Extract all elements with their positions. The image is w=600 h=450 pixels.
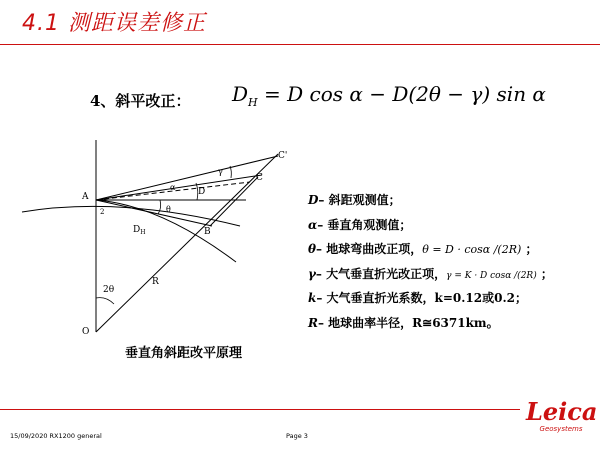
label-a: A: [82, 192, 89, 202]
leica-logo: [526, 397, 598, 433]
logo-brand: Leica: [526, 397, 598, 426]
footer-page: Page 3: [286, 432, 308, 440]
label-alpha: α: [170, 183, 176, 192]
legend-row: γ– 大气垂直折光改正项，γ = K · D cosα /(2R) ；: [308, 266, 553, 281]
legend-row: k– 大气垂直折光系数，k=0.12或0.2；: [308, 291, 527, 305]
label-gamma: γ: [218, 167, 223, 176]
label-cprime: C': [278, 151, 288, 161]
theta-arc: [158, 200, 161, 214]
footer-divider: [0, 409, 520, 410]
diagram-caption: 垂直角斜距改平原理: [125, 346, 243, 361]
page-title: 4.1 测距误差修正: [22, 11, 206, 36]
label-c: C: [256, 173, 263, 183]
label-r: R: [152, 277, 159, 287]
label-two-theta: 2θ: [103, 285, 115, 295]
label-o: O: [82, 327, 90, 337]
label-theta: θ: [166, 205, 171, 214]
section-heading: 4、斜平改正：: [90, 92, 191, 110]
label-b: B: [204, 227, 211, 237]
formula-lhs-sub: H: [248, 96, 258, 109]
legend-row: D– 斜距观测值；: [308, 193, 401, 207]
two-theta-arc: [96, 298, 114, 304]
legend-row: α– 垂直角观测值；: [308, 217, 412, 232]
line-a-c: [96, 175, 262, 200]
label-dh: [133, 225, 145, 236]
logo-sub: Geosystems: [539, 425, 583, 433]
label-dh-sub: H: [140, 229, 146, 236]
label-dh-main: D: [133, 225, 141, 235]
line-a-b: [96, 200, 212, 226]
legend: [308, 188, 553, 335]
line-a-cprime: [96, 156, 278, 200]
legend-row: θ– 地球弯曲改正项，θ = D · cosα /(2R) ；: [308, 242, 538, 256]
legend-row: R– 地球曲率半径，R≅6371km。: [308, 315, 499, 330]
formula-lhs: D: [232, 82, 249, 106]
label-small-2: 2: [100, 208, 105, 216]
label-d: D: [198, 187, 206, 197]
line-o-cprime: [96, 154, 278, 332]
formula-rhs: = D cos α − D(2θ − γ) sin α: [257, 82, 546, 106]
footer-date: 15/09/2020 RX1200 general: [10, 432, 102, 440]
